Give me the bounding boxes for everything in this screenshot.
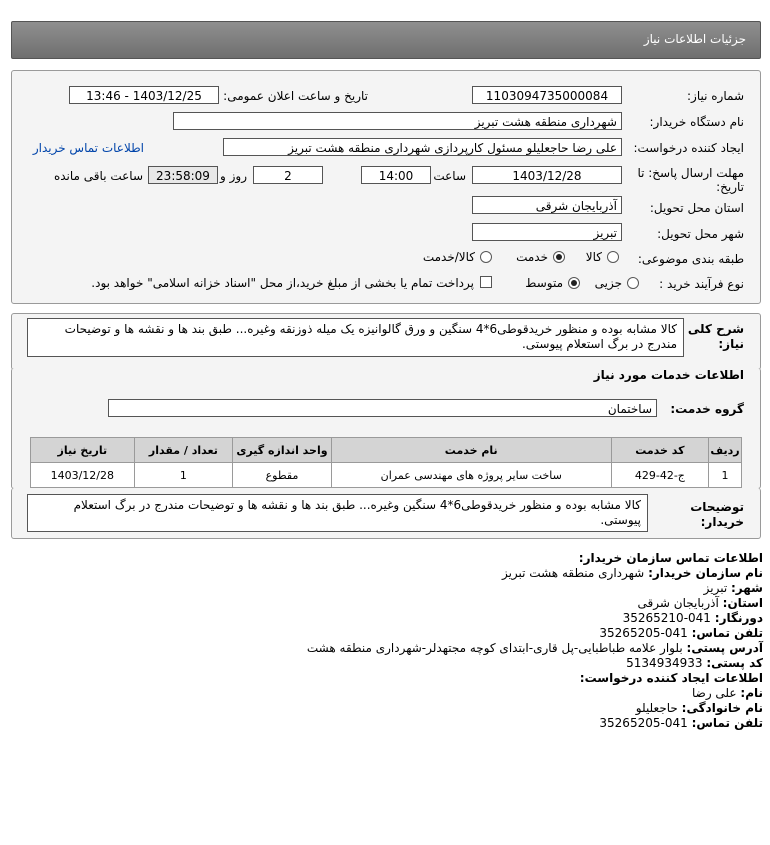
remaining-label: ساعت باقی مانده <box>53 169 143 183</box>
city-field: تبریز <box>472 223 622 241</box>
category-service-label: خدمت <box>516 250 548 264</box>
need-number-field: 1103094735000084 <box>472 86 622 104</box>
treasury-payment-checkbox[interactable] <box>480 276 492 288</box>
buyer-contact-link[interactable]: اطلاعات تماس خریدار <box>32 141 144 155</box>
treasury-payment-label: پرداخت تمام یا بخشی از مبلغ خرید،از محل "اسناد خزانه اسلامی" خواهد بود. <box>91 276 474 290</box>
deadline-date-field: 1403/12/28 <box>472 166 622 184</box>
contact-postal: کد پستی: 5134934933 <box>626 656 763 670</box>
cell-unit: مقطوع <box>233 463 332 488</box>
col-unit: واحد اندازه گیری <box>233 438 332 463</box>
cell-date: 1403/12/28 <box>31 463 135 488</box>
services-table-header <box>31 438 742 463</box>
page-header <box>11 21 761 59</box>
category-goods-radio[interactable] <box>607 251 619 263</box>
col-qty: تعداد / مقدار <box>134 438 233 463</box>
category-label: طبقه بندی موضوعی: <box>637 252 744 266</box>
category-goods-service-label: کالا/خدمت <box>422 250 475 264</box>
contact-org: نام سازمان خریدار: شهرداری منطقه هشت تبریز <box>501 566 763 580</box>
deadline-label: مهلت ارسال پاسخ: تا تاریخ: <box>637 166 744 194</box>
process-minor-radio[interactable] <box>627 277 639 289</box>
contact-heading: اطلاعات تماس سازمان خریدار: <box>578 551 763 565</box>
table-row <box>31 463 742 488</box>
province-label: استان محل تحویل: <box>649 201 744 215</box>
creator-heading: اطلاعات ایجاد کننده درخواست: <box>579 671 763 685</box>
col-name: نام خدمت <box>331 438 611 463</box>
cell-code: ج-42-429 <box>611 463 708 488</box>
col-row: ردیف <box>709 438 742 463</box>
creator-field: علی رضا حاجعلیلو مسئول کارپردازی شهرداری منطقه هشت تبریز <box>223 138 622 156</box>
contact-address: آدرس پستی: بلوار علامه طباطبایی-پل قاری-ابتدای کوچه مجتهدلر-شهرداری منطقه هشت <box>306 641 763 655</box>
contact-city: شهر: تبریز <box>703 581 763 595</box>
need-number-label: شماره نیاز: <box>687 89 744 103</box>
contact-phone: تلفن تماس: 041-35265205 <box>599 626 763 640</box>
category-goods-label: کالا <box>585 250 602 264</box>
process-medium-radio[interactable] <box>568 277 580 289</box>
creator-label: ایجاد کننده درخواست: <box>633 141 744 155</box>
contact-province: استان: آذربایجان شرقی <box>637 596 763 610</box>
process-minor-label: جزیی <box>594 276 622 290</box>
buyer-notes-label: توضیحات خریدار: <box>690 500 744 529</box>
service-group-label: گروه خدمت: <box>670 402 744 416</box>
process-label: نوع فرآیند خرید : <box>659 277 744 291</box>
creator-phone: تلفن تماس: 041-35265205 <box>599 716 763 730</box>
contact-fax: دورنگار: 041-35265210 <box>622 611 763 625</box>
city-label: شهر محل تحویل: <box>657 227 744 241</box>
days-label: روز و <box>220 169 247 183</box>
cell-qty: 1 <box>134 463 233 488</box>
creator-first-name: نام: علی رضا <box>691 686 763 700</box>
services-title: اطلاعات خدمات مورد نیاز <box>593 368 744 382</box>
deadline-time-label: ساعت <box>433 169 466 183</box>
category-goods-service-radio[interactable] <box>480 251 492 263</box>
services-table <box>30 437 742 488</box>
announce-label: تاریخ و ساعت اعلان عمومی: <box>223 89 368 103</box>
days-field: 2 <box>253 166 323 184</box>
cell-name: ساخت سایر پروژه های مهندسی عمران <box>331 463 611 488</box>
contact-section <box>307 551 763 731</box>
creator-last-name: نام خانوادگی: حاجعلیلو <box>635 701 763 715</box>
service-group-field: ساختمان <box>108 399 657 417</box>
deadline-time-field: 14:00 <box>361 166 431 184</box>
process-medium-label: متوسط <box>525 276 563 290</box>
summary-text: کالا مشابه بوده و منظور خریدقوطی6*4 سنگین و ورق گالوانیزه یک میله ذوزنقه وغیره... طبق بند ها و نقشه ها و توضیحات مندرج در برگ استعلام پیوستی. <box>27 318 684 357</box>
page-title: جزئیات اطلاعات نیاز <box>643 32 746 46</box>
buyer-notes-text: کالا مشابه بوده و منظور خریدقوطی6*4 سنگین وغیره... طبق بند ها و نقشه ها و توضیحات مندرج در برگ استعلام پیوستی. <box>27 494 648 532</box>
province-field: آذربایجان شرقی <box>472 196 622 214</box>
category-service-radio[interactable] <box>553 251 565 263</box>
summary-label: شرح کلی نیاز: <box>687 322 744 351</box>
col-code: کد خدمت <box>611 438 708 463</box>
cell-row: 1 <box>709 463 742 488</box>
remaining-time-field: 23:58:09 <box>148 166 218 184</box>
buyer-field: شهرداری منطقه هشت تبریز <box>173 112 622 130</box>
announce-field: 1403/12/25 - 13:46 <box>69 86 219 104</box>
buyer-label: نام دستگاه خریدار: <box>649 115 744 129</box>
col-date: تاریخ نیاز <box>31 438 135 463</box>
